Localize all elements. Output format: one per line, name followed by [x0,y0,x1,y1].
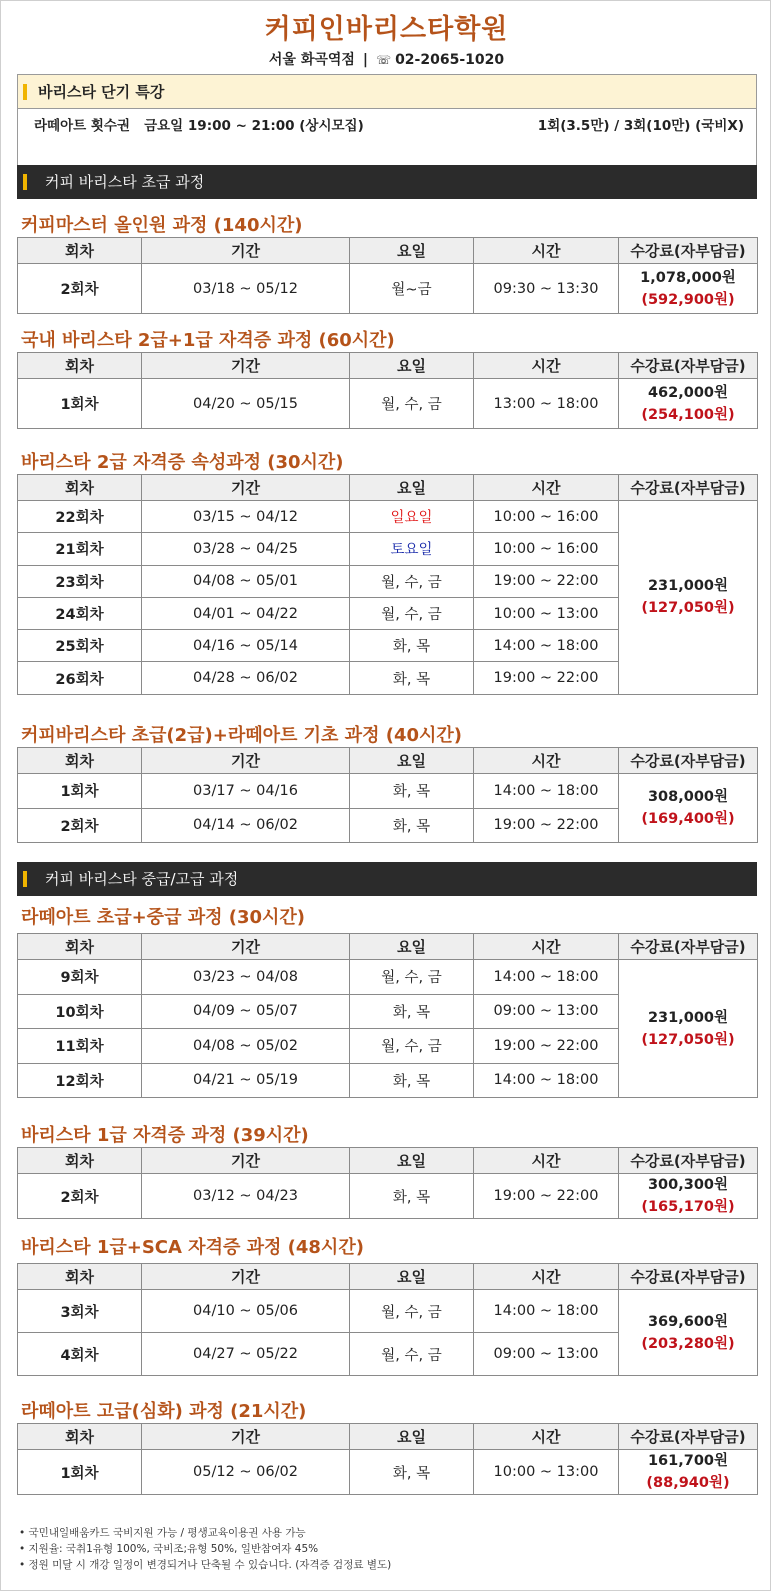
column-header: 회차 [18,748,142,774]
column-header: 기간 [142,1264,350,1290]
day-cell: 월, 수, 금 [350,597,474,629]
round-cell: 22회차 [18,501,142,533]
short-course-box [17,74,757,177]
column-header: 회차 [18,1424,142,1450]
column-header: 기간 [142,238,350,264]
short-course-title: 바리스타 단기 특강 [18,75,756,109]
note-item: • 정원 미달 시 개강 일정이 변경되거나 단축될 수 있습니다. (자격증 검정료 별도) [19,1559,392,1571]
time-cell: 14:00 ~ 18:00 [474,960,619,995]
column-header: 시간 [474,934,619,960]
period-cell: 04/20 ~ 05/15 [142,379,350,429]
day-cell: 월, 수, 금 [350,1333,474,1376]
table-row [18,774,758,809]
time-cell: 10:00 ~ 16:00 [474,533,619,565]
column-header: 기간 [142,475,350,501]
fee-cell [619,1450,758,1495]
column-header: 회차 [18,238,142,264]
period-cell: 04/16 ~ 05/14 [142,630,350,662]
column-header: 수강료(자부담금) [619,475,758,501]
course-title: 국내 바리스타 2급+1급 자격증 과정 (60시간) [21,330,395,351]
time-cell: 19:00 ~ 22:00 [474,808,619,843]
column-header: 시간 [474,475,619,501]
day-cell: 화, 목 [350,1450,474,1495]
period-cell: 03/18 ~ 05/12 [142,264,350,314]
time-cell: 19:00 ~ 22:00 [474,1029,619,1064]
round-cell: 2회차 [18,1174,142,1219]
course-table [17,1423,758,1495]
time-cell: 19:00 ~ 22:00 [474,565,619,597]
short-course-row [18,109,756,143]
day-cell: 월, 수, 금 [350,1290,474,1333]
short-course-desc: 라떼아트 횟수권 금요일 19:00 ~ 21:00 (상시모집) [34,118,364,134]
day-cell: 화, 목 [350,1174,474,1219]
day-cell: 화, 목 [350,630,474,662]
table-header-row [18,934,758,960]
period-cell: 03/17 ~ 04/16 [142,774,350,809]
separator: | [362,52,369,68]
fee-amount: 308,000원 [647,789,729,805]
course-table [17,1147,758,1219]
course-table [17,237,758,314]
fee-cell [619,1174,758,1219]
table-header-row [18,353,758,379]
column-header: 기간 [142,1424,350,1450]
round-cell: 1회차 [18,774,142,809]
period-cell: 03/23 ~ 04/08 [142,960,350,995]
period-cell: 04/10 ~ 05/06 [142,1290,350,1333]
period-cell: 04/08 ~ 05/02 [142,1029,350,1064]
time-cell: 10:00 ~ 13:00 [474,597,619,629]
fee-self-pay: (88,940원) [646,1475,730,1491]
period-cell: 04/21 ~ 05/19 [142,1063,350,1098]
day-cell: 화, 목 [350,808,474,843]
time-cell: 19:00 ~ 22:00 [474,662,619,694]
column-header: 시간 [474,1264,619,1290]
table-header-row [18,1148,758,1174]
table-row [18,264,758,314]
fee-amount: 161,700원 [647,1453,729,1469]
time-cell: 13:00 ~ 18:00 [474,379,619,429]
note-item: • 국민내일배움카드 국비지원 가능 / 평생교육이용권 사용 가능 [19,1527,306,1539]
table-header-row [18,1264,758,1290]
fee-amount: 1,078,000원 [640,269,736,286]
day-cell: 화, 목 [350,1063,474,1098]
fee-self-pay: (127,050원) [641,1031,735,1048]
round-cell: 12회차 [18,1063,142,1098]
column-header: 요일 [350,934,474,960]
notes [19,1525,391,1573]
fee-cell [619,774,758,843]
course-title: 바리스타 2급 자격증 속성과정 (30시간) [21,452,344,473]
period-cell: 04/01 ~ 04/22 [142,597,350,629]
fee-self-pay: (203,280원) [641,1335,735,1352]
course-title: 바리스타 1급 자격증 과정 (39시간) [21,1125,309,1146]
column-header: 시간 [474,748,619,774]
fee-amount: 231,000원 [647,1009,729,1026]
period-cell: 03/12 ~ 04/23 [142,1174,350,1219]
round-cell: 9회차 [18,960,142,995]
table-header-row [18,238,758,264]
column-header: 수강료(자부담금) [619,1424,758,1450]
column-header: 회차 [18,1264,142,1290]
day-cell: 화, 목 [350,994,474,1029]
fee-self-pay: (592,900원) [641,291,735,308]
fee-cell [619,960,758,1098]
period-cell: 05/12 ~ 06/02 [142,1450,350,1495]
fee-amount: 231,000원 [647,578,729,595]
course-table [17,1263,758,1376]
fee-cell [619,379,758,429]
column-header: 수강료(자부담금) [619,748,758,774]
course-title: 바리스타 1급+SCA 자격증 과정 (48시간) [21,1237,364,1258]
fee-self-pay: (169,400원) [641,811,735,827]
fee-amount: 369,600원 [647,1313,729,1330]
phone-icon: ☏ [376,53,392,67]
column-header: 요일 [350,353,474,379]
column-header: 회차 [18,1148,142,1174]
table-row [18,379,758,429]
fee-self-pay: (127,050원) [641,600,735,617]
fee-amount: 300,300원 [647,1177,729,1193]
round-cell: 1회차 [18,1450,142,1495]
period-cell: 03/15 ~ 04/12 [142,501,350,533]
day-cell: 일요일 [350,501,474,533]
note-item: • 지원율: 국취1유형 100%, 국비조;유형 50%, 일반참여자 45% [19,1543,319,1555]
column-header: 기간 [142,353,350,379]
time-cell: 09:00 ~ 13:00 [474,1333,619,1376]
fee-self-pay: (165,170원) [641,1199,735,1215]
column-header: 요일 [350,475,474,501]
column-header: 수강료(자부담금) [619,1264,758,1290]
period-cell: 04/14 ~ 06/02 [142,808,350,843]
column-header: 시간 [474,353,619,379]
section-basic: 커피 바리스타 초급 과정 [17,165,757,199]
column-header: 회차 [18,475,142,501]
fee-amount: 462,000원 [647,384,729,401]
column-header: 요일 [350,1424,474,1450]
course-table [17,933,758,1098]
round-cell: 4회차 [18,1333,142,1376]
day-cell: 토요일 [350,533,474,565]
period-cell: 04/28 ~ 06/02 [142,662,350,694]
time-cell: 09:30 ~ 13:30 [474,264,619,314]
period-cell: 03/28 ~ 04/25 [142,533,350,565]
column-header: 요일 [350,1264,474,1290]
short-course-price: 1회(3.5만) / 3회(10만) (국비X) [537,118,744,134]
column-header: 수강료(자부담금) [619,1148,758,1174]
academy-title: 커피인바리스타학원 [264,14,509,45]
time-cell: 10:00 ~ 16:00 [474,501,619,533]
time-cell: 14:00 ~ 18:00 [474,630,619,662]
time-cell: 09:00 ~ 13:00 [474,994,619,1029]
time-cell: 14:00 ~ 18:00 [474,1063,619,1098]
course-table [17,352,758,429]
column-header: 수강료(자부담금) [619,238,758,264]
course-title: 커피바리스타 초급(2급)+라떼아트 기초 과정 (40시간) [21,725,462,746]
course-title: 라떼아트 초급+중급 과정 (30시간) [21,907,306,928]
table-row [18,1174,758,1219]
column-header: 시간 [474,1424,619,1450]
table-header-row [18,748,758,774]
day-cell: 월, 수, 금 [350,379,474,429]
table-header-row [18,475,758,501]
column-header: 기간 [142,1148,350,1174]
column-header: 요일 [350,1148,474,1174]
course-title: 커피마스터 올인원 과정 (140시간) [21,215,303,236]
table-row [18,1450,758,1495]
course-table [17,747,758,843]
round-cell: 11회차 [18,1029,142,1064]
round-cell: 23회차 [18,565,142,597]
fee-self-pay: (254,100원) [641,406,735,423]
branch-name: 서울 화곡역점 [268,52,355,68]
period-cell: 04/08 ~ 05/01 [142,565,350,597]
column-header: 요일 [350,748,474,774]
course-table [17,474,758,695]
table-row [18,960,758,995]
fee-cell [619,501,758,695]
branch-info [1,49,771,69]
time-cell: 14:00 ~ 18:00 [474,774,619,809]
column-header: 수강료(자부담금) [619,934,758,960]
column-header: 기간 [142,748,350,774]
column-header: 회차 [18,353,142,379]
column-header: 시간 [474,238,619,264]
time-cell: 14:00 ~ 18:00 [474,1290,619,1333]
course-title: 라떼아트 고급(심화) 과정 (21시간) [21,1401,307,1422]
round-cell: 3회차 [18,1290,142,1333]
day-cell: 월, 수, 금 [350,1029,474,1064]
round-cell: 26회차 [18,662,142,694]
day-cell: 화, 목 [350,774,474,809]
day-cell: 월, 수, 금 [350,565,474,597]
day-cell: 월, 수, 금 [350,960,474,995]
period-cell: 04/27 ~ 05/22 [142,1333,350,1376]
fee-cell [619,264,758,314]
column-header: 기간 [142,934,350,960]
table-header-row [18,1424,758,1450]
section-advanced: 커피 바리스타 중급/고급 과정 [17,862,757,896]
day-cell: 월~금 [350,264,474,314]
round-cell: 24회차 [18,597,142,629]
round-cell: 2회차 [18,264,142,314]
round-cell: 1회차 [18,379,142,429]
table-row [18,501,758,533]
round-cell: 25회차 [18,630,142,662]
column-header: 회차 [18,934,142,960]
round-cell: 21회차 [18,533,142,565]
fee-cell [619,1290,758,1376]
round-cell: 10회차 [18,994,142,1029]
period-cell: 04/09 ~ 05/07 [142,994,350,1029]
time-cell: 19:00 ~ 22:00 [474,1174,619,1219]
column-header: 시간 [474,1148,619,1174]
column-header: 수강료(자부담금) [619,353,758,379]
phone-number[interactable]: 02-2065-1020 [395,52,505,68]
time-cell: 10:00 ~ 13:00 [474,1450,619,1495]
table-row [18,1290,758,1333]
round-cell: 2회차 [18,808,142,843]
column-header: 요일 [350,238,474,264]
day-cell: 화, 목 [350,662,474,694]
